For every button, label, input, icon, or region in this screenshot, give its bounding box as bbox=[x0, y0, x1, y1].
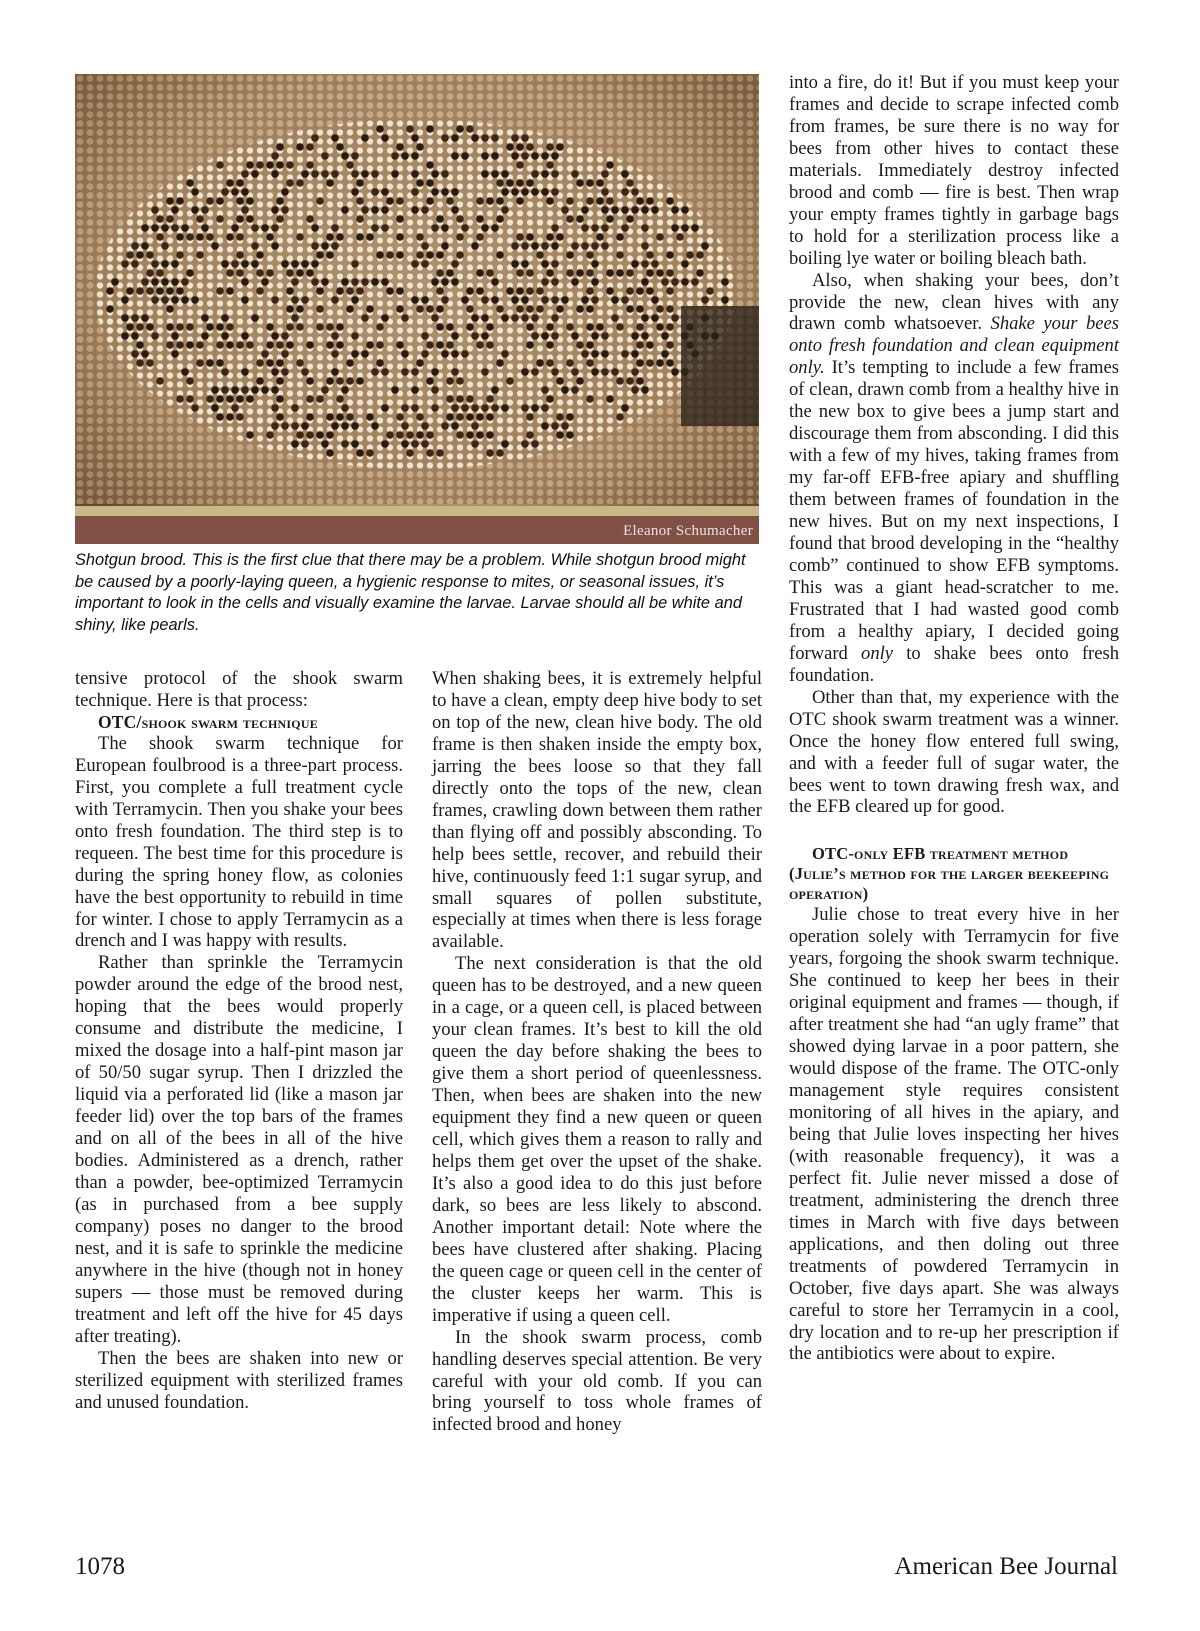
paragraph-text: Also, when shaking your bees, don’t provide the new, clean hives with any drawn comb whatsoever. bbox=[789, 269, 1119, 335]
column-3 bbox=[789, 72, 1119, 1365]
photo-credit: Eleanor Schumacher bbox=[623, 523, 753, 539]
page-number: 1078 bbox=[75, 1553, 125, 1580]
emphasis-text: only bbox=[861, 642, 894, 664]
column-1 bbox=[75, 668, 403, 1413]
paragraph: Rather than sprinkle the Terramycin powder around the edge of the brood nest, hoping that the bees would properly consume and distribute the medicine, I mixed the dosage into a half-pint mason jar of 50/50 sugar syrup. Then I drizzled the liquid via a perforated lid (like a mason jar feeder lid) over the top bars of the frames and on all of the bees in all of the hive bodies. Administered as a drench, rather than a powder, bee-optimized Terramycin (as in purchased from a bee supply company) poses no danger to the brood nest, and it is safe to sprinkle the medicine anywhere in the hive (though not in honey supers — those must be removed during treatment and left off the hive for 45 days after treating). bbox=[75, 952, 403, 1347]
figure-caption: Shotgun brood. This is the first clue that there may be a problem. While shotgun brood might be caused by a poorly-laying queen, a hygienic response to mites, or seasonal issues, it’s important to look in the cells and visually examine the larvae. Larvae should all be white and shiny, like pearls. bbox=[75, 551, 746, 634]
section-heading: OTC-only EFB treatment method (Julie’s method for the larger beekeeping operation) bbox=[789, 844, 1110, 904]
emphasis-text: Shake your bees onto fresh foundation and clean equipment only. bbox=[789, 313, 1119, 379]
paragraph: Then the bees are shaken into new or sterilized equipment with sterilized frames and unused foundation. bbox=[75, 1347, 403, 1413]
paragraph-text: It’s tempting to include a few frames of clean, drawn comb from a healthy hive in the new box to give bees a jump start and discourage them from absconding. I did this with a few of my hives, taking frames from my far-off EFB-free apiary and shuffling them between frames of foundation in the new hives. But on my next inspections, I found that brood developing in the “healthy comb” continued to show EFB symptoms. This was a giant head-scratcher to me. Frustrated that I had wasted good comb from a healthy apiary, I decided going forward bbox=[789, 357, 1119, 664]
paragraph: When shaking bees, it is extremely helpful to have a clean, empty deep hive body to set on top of the new, clean hive body. The old frame is then shaken inside the empty box, jarring the bees loose so that they fall directly onto the tops of the new, clean frames, crawling down between them rather than flying off and possibly absconding. To help bees settle, recover, and rebuild their hive, continuously feed 1:1 sugar syrup, and small squares of pollen substitute, especially at times when there is less forage available. bbox=[432, 668, 762, 953]
brood-comb-photo bbox=[75, 74, 759, 544]
section-heading: OTC/shook swarm technique bbox=[98, 711, 318, 732]
paragraph-text: to shake bees onto fresh foundation. bbox=[789, 642, 1120, 686]
journal-title: American Bee Journal bbox=[894, 1553, 1118, 1580]
paragraph: Other than that, my experience with the OTC shook swarm treatment was a winner. Once the honey flow entered full swing, and with a feeder full of sugar water, the bees went to town drawing fresh wax, and the EFB cleared up for good. bbox=[789, 686, 1119, 818]
brood-frame-image bbox=[75, 74, 759, 544]
paragraph bbox=[789, 270, 1119, 687]
paragraph: tensive protocol of the shook swarm technique. Here is that process: bbox=[75, 668, 403, 711]
column-2 bbox=[432, 668, 762, 1436]
paragraph: In the shook swarm process, comb handling deserves special attention. Be very careful with your old comb. If you can bring yourself to toss whole frames of infected brood and honey bbox=[432, 1326, 762, 1436]
paragraph: into a fire, do it! But if you must keep your frames and decide to scrape infected comb from frames, be sure there is no way for bees from other hives to contact these materials. Immediately destroy infected brood and comb — fire is best. Then wrap your empty frames tightly in garbage bags to hold for a sterilization process like a boiling lye water or boiling bleach bath. bbox=[789, 72, 1119, 269]
paragraph: The next consideration is that the old queen has to be destroyed, and a new queen in a cage, or a queen cell, is placed between your clean frames. It’s best to kill the old queen the day before shaking the bees to give them a short period of queenlessness. Then, when bees are shaken into the new equipment they find a new queen or queen cell, which gives them a reason to rally and helps them get over the upset of the shake. It’s also a good idea to do this just before dark, so bees are less likely to abscond. Another important detail: Note where the bees have clustered after shaking. Placing the queen cage or queen cell in the center of the cluster keeps her warm. This is imperative if using a queen cell. bbox=[432, 953, 762, 1326]
paragraph: Julie chose to treat every hive in her operation solely with Terramycin for five years, forgoing the shook swarm technique. She continued to keep her bees in their original equipment and frames — though, if after treatment she had “an ugly frame” that showed dying larvae in a poor pattern, she would dispose of the frame. The OTC-only management style requires consistent monitoring of all hives in the apiary, and being that Julie loves inspecting her hives (with reasonable frequency), it was a perfect fit. Julie never missed a dose of treatment, administering the drench three times in March with five days between applications, and then doling out three treatments of powdered Terramycin in October, five days apart. She was always careful to store her Terramycin in a cool, dry location and to re-up her prescription if the antibiotics were about to expire. bbox=[789, 904, 1119, 1365]
paragraph: The shook swarm technique for European foulbrood is a three-part process. First, you complete a full treatment cycle with Terramycin. Then you shake your bees onto fresh foundation. The third step is to requeen. The best time for this procedure is during the spring honey flow, as colonies have the best opportunity to rebuild in time for winter. I chose to apply Terramycin as a drench and I was happy with results. bbox=[75, 732, 403, 952]
